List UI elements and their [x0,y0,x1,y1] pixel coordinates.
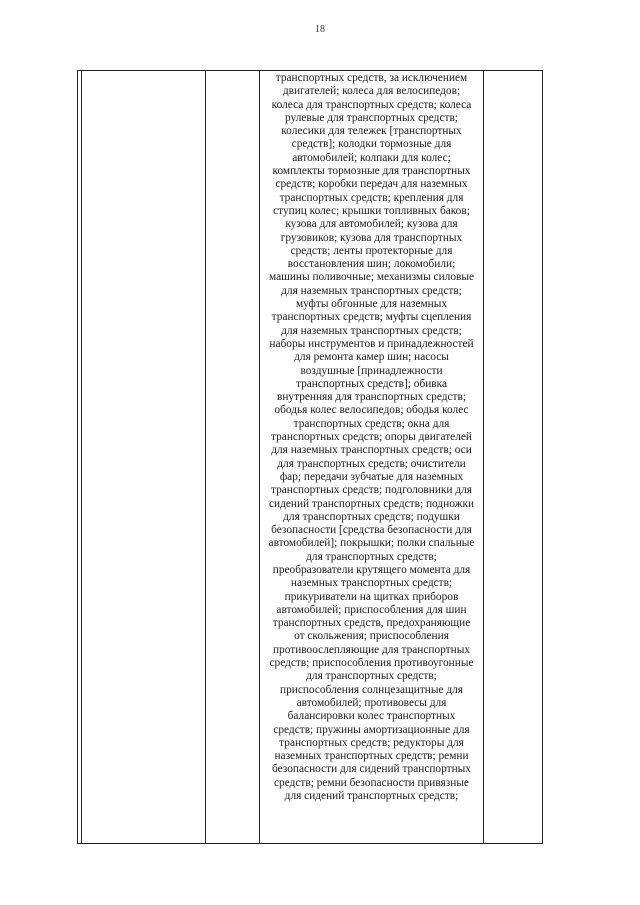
goods-text-line: для сидений транспортных средств; [284,790,459,803]
goods-text-line: для наземных транспортных средств; [281,284,462,297]
goods-text-line: транспортных средств; крепления для [279,191,464,204]
goods-text-line: автомобилей]; покрышки; полки спальные [268,537,475,550]
goods-text-line: автомобилей; колпаки для колес; [292,151,451,164]
goods-text-line: транспортных средств; подголовники для [270,484,472,497]
goods-text-line: средств; пружины амортизационные для [273,723,470,736]
goods-text-line: для транспортных средств; [306,550,437,563]
goods-text-line: наборы инструментов и принадлежностей [269,337,474,350]
goods-text-line: автомобилей; приспособления для шин [276,603,467,616]
goods-text-line: средств; коробки передач для наземных [275,178,468,191]
goods-text-line: для наземных транспортных средств; оси [271,444,472,457]
goods-text-line: комплекты тормозные для транспортных [272,165,471,178]
goods-text-line: ободья колес велосипедов; ободья колес [274,404,469,417]
goods-text-line: наземных транспортных средств; ремни [274,750,469,763]
goods-text-line: транспортных средств; муфты сцепления [271,311,472,324]
goods-text-line: воздушные [принадлежности [300,364,443,377]
goods-text-line: транспортных средств; окна для [293,417,450,430]
goods-text-line: фар; передачи зубчатые для наземных [279,470,464,483]
goods-text-line: средств]; колодки тормозные для [291,138,452,151]
goods-text-line: для ремонта камер шин; насосы [294,351,449,364]
goods-text-line: средств; приспособления противоугонные [269,657,474,670]
goods-text-line: средств; ленты протекторные для [290,244,453,257]
goods-text-line: грузовиков; кузова для транспортных [280,231,463,244]
goods-text-line: кузова для автомобилей; кузова для [285,218,458,231]
goods-text-line: транспортных средств; редукторы для [279,736,464,749]
goods-text-line: для транспортных средств; [306,670,437,683]
goods-text-line: прикуриватели на щитках приборов [284,590,459,603]
goods-text-line: транспортных средств, предохраняющие [272,617,471,630]
goods-text-line: муфты обгонные для наземных [295,298,448,311]
goods-text-line: наземных транспортных средств; [290,577,453,590]
goods-text-line: сидений транспортных средств; подножки [268,497,475,510]
goods-text-line: двигателей; колеса для велосипедов; [282,85,461,98]
goods-text-line: средств; ремни безопасности привязные [274,776,469,789]
goods-list-text [260,71,483,803]
goods-text-line: для транспортных средств; очистители [277,457,466,470]
goods-text-line: преобразователи крутящего момента для [272,563,471,576]
table-cell-class [206,71,260,844]
goods-text-line: внутренняя для транспортных средств; [277,391,466,404]
goods-text-line: безопасности для сидений транспортных [272,763,471,776]
goods-text-line: рулевые для транспортных средств; [285,111,458,124]
goods-text-line: восстановления шин; локомобили; [287,258,456,271]
goods-text-line: противоослепляющие для транспортных [272,643,470,656]
table-cell-goods [260,71,484,844]
goods-text-line: колесики для тележек [транспортных [281,125,462,138]
goods-text-line: балансировки колес транспортных [287,710,456,723]
goods-text-line: транспортных средств]; обивка [295,377,448,390]
document-table [77,70,543,844]
goods-text-line: от скольжения; приспособления [294,630,449,643]
page-number: 18 [315,24,325,35]
goods-text-line: ступиц колес; крышки топливных баков; [273,204,470,217]
goods-text-line: транспортных средств, за исключением [275,72,468,84]
table-cell-notes [484,71,543,844]
goods-text-line: машины поливочные; механизмы силовые [268,271,475,284]
goods-text-line: транспортных средств; опоры двигателей [271,431,472,444]
goods-text-line: приспособления солнцезащитные для [280,683,463,696]
goods-text-line: колеса для транспортных средств; колеса [271,98,472,111]
table-row [78,71,543,844]
table-cell-name [82,71,206,844]
goods-text-line: автомобилей; противовесы для [296,696,447,709]
goods-text-line: безопасности [средства безопасности для [271,524,472,537]
goods-text-line: для наземных транспортных средств; [281,324,462,337]
goods-text-line: для транспортных средств; подушки [283,510,460,523]
